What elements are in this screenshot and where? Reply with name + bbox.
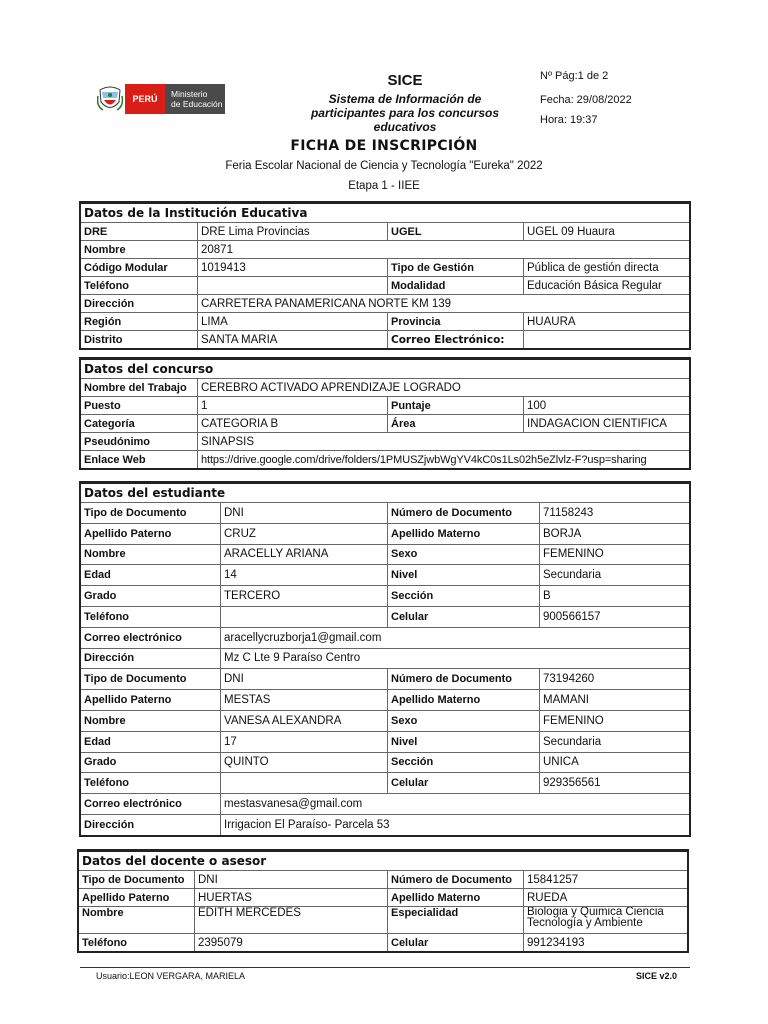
minedu-logo: [97, 81, 227, 117]
student-doc-type-value: DNI: [221, 503, 388, 524]
teacher-name-value: EDITH MERCEDES: [195, 907, 388, 934]
footer-version: SICE v2.0: [636, 971, 678, 981]
district-value: SANTA MARIA: [198, 331, 388, 349]
student-age-value: 17: [221, 731, 388, 752]
teacher-phone-value: 2395079: [195, 934, 388, 952]
student-grade-value: QUINTO: [221, 752, 388, 773]
table-row: Teléfono Celular 900566157: [81, 606, 690, 627]
page-number: Nº Pág:1 de 2: [540, 70, 609, 82]
table-row: Tipo de Documento DNI Número de Documento 71158243: [81, 503, 690, 524]
province-value: HUAURA: [524, 313, 690, 331]
footer-divider: [80, 967, 690, 968]
table-row: Nombre 20871: [81, 241, 690, 259]
teacher-specialty-value: Biologia y Quimica Ciencia Tecnología y Ambiente: [524, 907, 688, 934]
table-row: Nombre del Trabajo CEREBRO ACTIVADO APRENDIZAJE LOGRADO: [81, 379, 690, 397]
student-paternal-surname-value: MESTAS: [221, 690, 388, 711]
table-row: Dirección Mz C Lte 9 Paraíso Centro: [81, 648, 690, 669]
ministry-label: Ministerio de Educación: [165, 84, 225, 114]
student-level-value: Secundaria: [540, 731, 690, 752]
contest-table: [80, 358, 690, 469]
table-row: Teléfono Modalidad Educación Básica Regular: [81, 277, 690, 295]
document-title: FICHA DE INSCRIPCIÓN: [290, 138, 478, 154]
student-email-value: mestasvanesa@gmail.com: [221, 794, 690, 815]
student-section-value: UNICA: [540, 752, 690, 773]
student-name-value: ARACELLY ARIANA: [221, 544, 388, 565]
student-sex-value: FEMENINO: [540, 544, 690, 565]
student-name-value: VANESA ALEXANDRA: [221, 710, 388, 731]
table-row: Dirección CARRETERA PANAMERICANA NORTE KM 139: [81, 295, 690, 313]
teacher-doc-number-value: 15841257: [524, 871, 688, 889]
dre-value: DRE Lima Provincias: [198, 223, 388, 241]
table-row: Correo electrónico aracellycruzborja1@gmail.com: [81, 627, 690, 648]
print-time: Hora: 19:37: [540, 114, 598, 126]
student-address-value: Irrigacion El Paraíso- Parcela 53: [221, 814, 690, 835]
students-table: [80, 482, 690, 836]
institution-name-value: 20871: [198, 241, 690, 259]
table-row: Grado TERCERO Sección B: [81, 586, 690, 607]
table-row: Apellido Paterno MESTAS Apellido Materno MAMANI: [81, 690, 690, 711]
teacher-heading: Datos del docente o asesor: [79, 851, 688, 871]
contest-name: Feria Escolar Nacional de Ciencia y Tecnología "Eureka" 2022: [225, 160, 543, 172]
footer-user: Usuario:LEON VERGARA, MARIELA: [96, 971, 246, 981]
student-phone-value: [221, 773, 388, 794]
ugel-value: UGEL 09 Huaura: [524, 223, 690, 241]
table-row: DRE DRE Lima Provincias UGEL UGEL 09 Huaura: [81, 223, 690, 241]
area-value: INDAGACION CIENTIFICA: [524, 415, 690, 433]
table-row: Teléfono 2395079 Celular 991234193: [79, 934, 688, 952]
table-row: Distrito SANTA MARIA Correo Electrónico:: [81, 331, 690, 349]
contest-heading: Datos del concurso: [81, 359, 690, 379]
student-maternal-surname-value: MAMANI: [540, 690, 690, 711]
teacher-doc-type-value: DNI: [195, 871, 388, 889]
student-section-value: B: [540, 586, 690, 607]
student-doc-type-value: DNI: [221, 669, 388, 690]
student-mobile-value: 929356561: [540, 773, 690, 794]
teacher-mobile-value: 991234193: [524, 934, 688, 952]
table-row: Pseudónimo SINAPSIS: [81, 433, 690, 451]
institution-address-value: CARRETERA PANAMERICANA NORTE KM 139: [198, 295, 690, 313]
table-row: Tipo de Documento DNI Número de Documento 15841257: [79, 871, 688, 889]
table-row: Enlace Web https://drive.google.com/drive/folders/1PMUSZjwbWgYV4kC0s1Ls02h5eZlvlz-F?usp=sharing: [81, 451, 690, 469]
institution-heading: Datos de la Institución Educativa: [81, 203, 690, 223]
pseudonym-value: SINAPSIS: [198, 433, 690, 451]
table-row: Correo electrónico mestasvanesa@gmail.com: [81, 794, 690, 815]
student-doc-number-value: 73194260: [540, 669, 690, 690]
institution-table: [80, 202, 690, 349]
students-heading: Datos del estudiante: [81, 483, 690, 503]
table-row: Dirección Irrigacion El Paraíso- Parcela 53: [81, 814, 690, 835]
table-row: Grado QUINTO Sección UNICA: [81, 752, 690, 773]
system-name: SICE: [387, 72, 423, 89]
student-phone-value: [221, 606, 388, 627]
table-row: Nombre EDITH MERCEDES Especialidad Biologia y Quimica Ciencia Tecnología y Ambiente: [79, 907, 688, 934]
project-name-value: CEREBRO ACTIVADO APRENDIZAJE LOGRADO: [198, 379, 690, 397]
student-maternal-surname-value: BORJA: [540, 523, 690, 544]
table-row: Edad 17 Nivel Secundaria: [81, 731, 690, 752]
student-grade-value: TERCERO: [221, 586, 388, 607]
table-row: Región LIMA Provincia HUAURA: [81, 313, 690, 331]
institution-phone-value: [198, 277, 388, 295]
table-row: Apellido Paterno HUERTAS Apellido Materno RUEDA: [79, 889, 688, 907]
peru-label: PERÚ: [125, 84, 165, 114]
institution-email-value: [524, 331, 690, 349]
table-row: Categoría CATEGORIA B Área INDAGACION CIENTIFICA: [81, 415, 690, 433]
student-paternal-surname-value: CRUZ: [221, 523, 388, 544]
student-sex-value: FEMENINO: [540, 710, 690, 731]
student-doc-number-value: 71158243: [540, 503, 690, 524]
modular-code-value: 1019413: [198, 259, 388, 277]
table-row: Puesto 1 Puntaje 100: [81, 397, 690, 415]
table-row: Nombre ARACELLY ARIANA Sexo FEMENINO: [81, 544, 690, 565]
management-type-value: Pública de gestión directa: [524, 259, 690, 277]
peru-coat-of-arms-icon: [97, 84, 123, 114]
table-row: Teléfono Celular 929356561: [81, 773, 690, 794]
table-row: Tipo de Documento DNI Número de Documento 73194260: [81, 669, 690, 690]
region-value: LIMA: [198, 313, 388, 331]
table-row: Edad 14 Nivel Secundaria: [81, 565, 690, 586]
print-date: Fecha: 29/08/2022: [540, 94, 632, 106]
web-link[interactable]: https://drive.google.com/drive/folders/1PMUSZjwbWgYV4kC0s1Ls02h5eZlvlz-F?usp=sharing: [198, 451, 690, 469]
table-row: Código Modular 1019413 Tipo de Gestión Pública de gestión directa: [81, 259, 690, 277]
score-value: 100: [524, 397, 690, 415]
student-mobile-value: 900566157: [540, 606, 690, 627]
contest-stage: Etapa 1 - IIEE: [348, 180, 420, 192]
system-subtitle: Sistema de Información de participantes para los concursos educativos: [310, 92, 500, 134]
place-value: 1: [198, 397, 388, 415]
student-email-value: aracellycruzborja1@gmail.com: [221, 627, 690, 648]
student-address-value: Mz C Lte 9 Paraíso Centro: [221, 648, 690, 669]
teacher-maternal-surname-value: RUEDA: [524, 889, 688, 907]
student-age-value: 14: [221, 565, 388, 586]
table-row: Apellido Paterno CRUZ Apellido Materno BORJA: [81, 523, 690, 544]
teacher-table: [78, 850, 688, 952]
table-row: Nombre VANESA ALEXANDRA Sexo FEMENINO: [81, 710, 690, 731]
student-level-value: Secundaria: [540, 565, 690, 586]
category-value: CATEGORIA B: [198, 415, 388, 433]
modality-value: Educación Básica Regular: [524, 277, 690, 295]
teacher-paternal-surname-value: HUERTAS: [195, 889, 388, 907]
